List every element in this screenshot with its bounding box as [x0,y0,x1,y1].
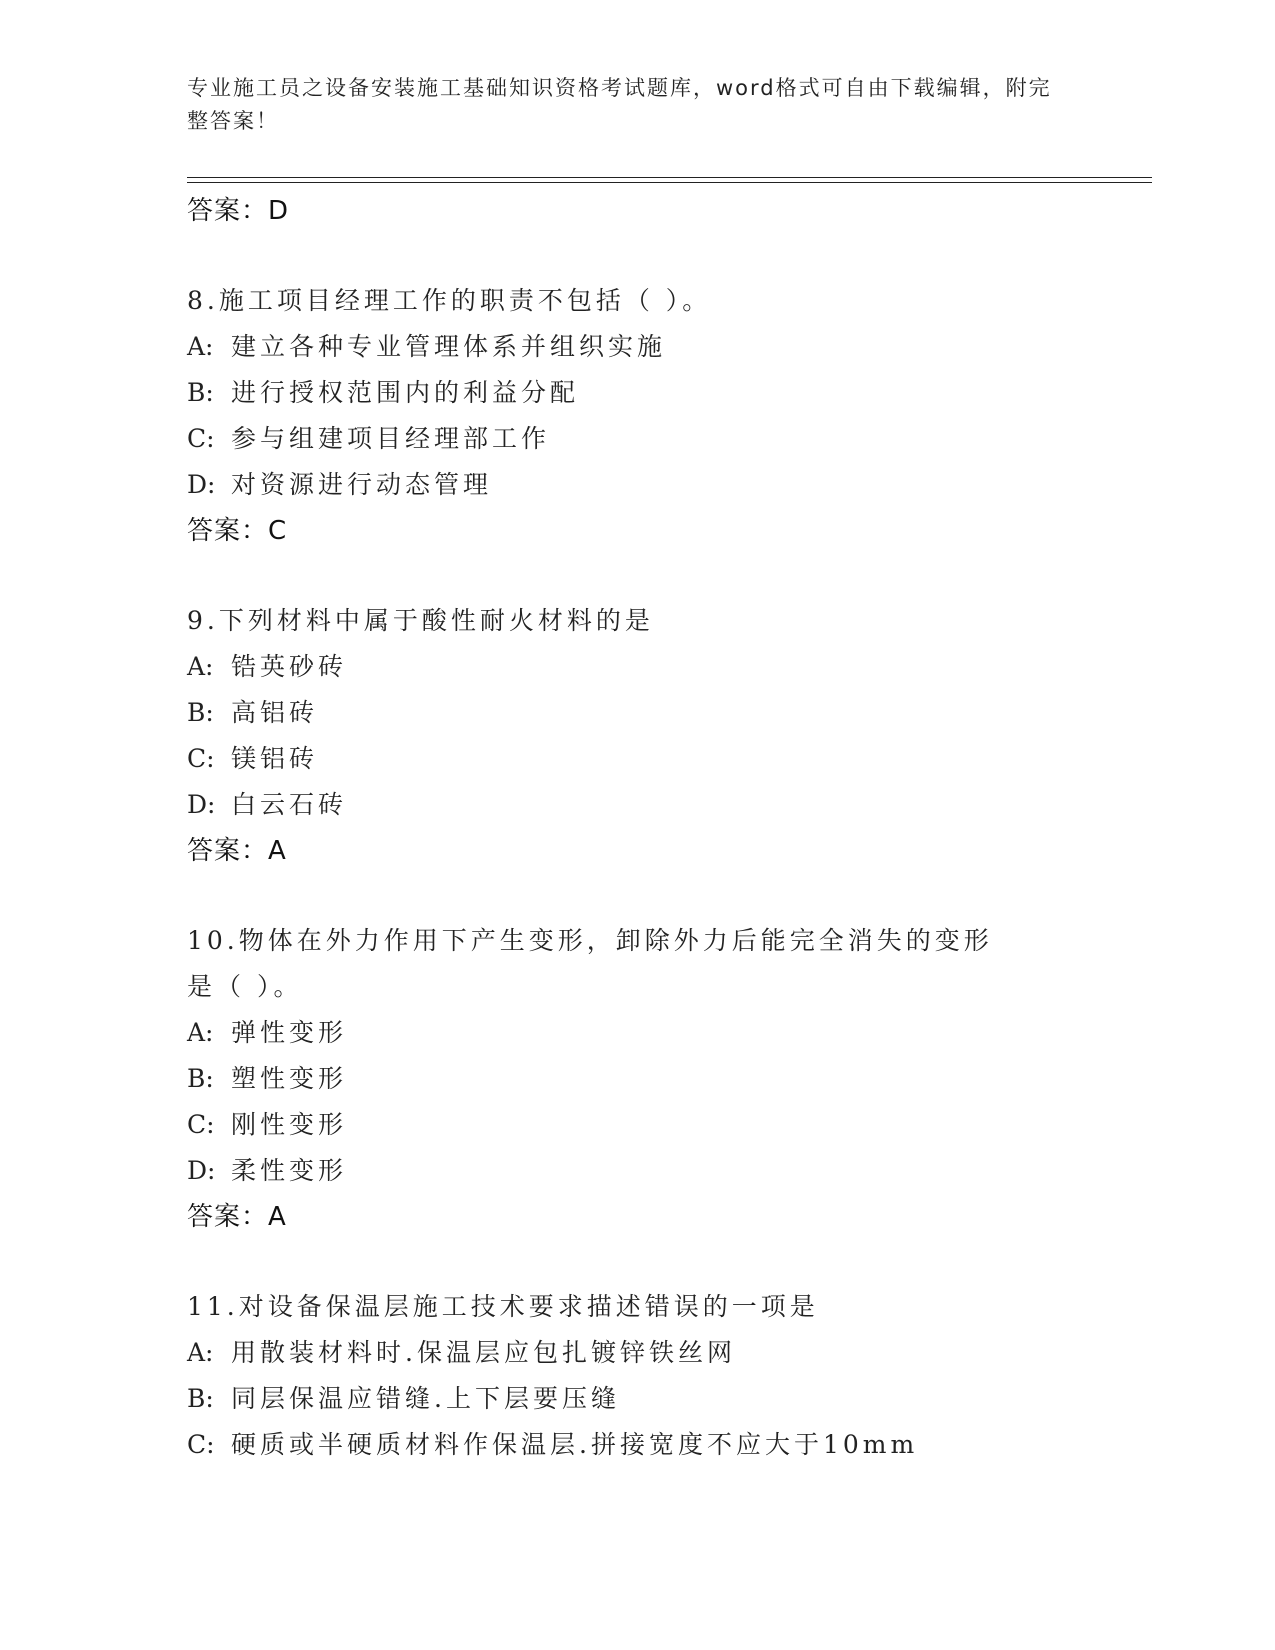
option-b [187,690,1152,736]
option-d [187,1148,1152,1194]
answer-label: 答案： [187,836,269,866]
option-text: 建立各种专业管理体系并组织实施 [231,332,667,361]
question-text: 9.下列材料中属于酸性耐火材料的是 [187,606,654,635]
option-c [187,1102,1152,1148]
option-text: 锆英砂砖 [231,652,348,681]
header-divider-bottom [187,182,1152,183]
option-text: 柔性变形 [231,1156,348,1185]
option-text: 弹性变形 [231,1018,348,1047]
option-c [187,416,1152,462]
option-key: D: [187,790,216,819]
question-text: 8.施工项目经理工作的职责不包括（ ）。 [187,286,712,315]
spacer [187,1240,1152,1284]
option-text: 镁铝砖 [231,744,319,773]
option-a [187,644,1152,690]
option-d [187,462,1152,508]
option-d [187,782,1152,828]
question-text: 11.对设备保温层施工技术要求描述错误的一项是 [187,1292,819,1321]
answer-value: D [268,196,289,226]
option-text: 用散装材料时.保温层应包扎镀锌铁丝网 [231,1338,736,1367]
option-b [187,1056,1152,1102]
option-b [187,1376,1152,1422]
option-key: D: [187,470,216,499]
answer-line [187,828,1152,874]
option-c [187,1422,1152,1468]
option-b [187,370,1152,416]
option-text: 刚性变形 [231,1110,348,1139]
option-text: 高铝砖 [231,698,319,727]
answer-value: C [268,516,287,546]
answer-value: A [268,1202,286,1232]
option-key: C: [187,424,215,453]
answer-line [187,508,1152,554]
spacer [187,234,1152,278]
option-text: 同层保温应错缝.上下层要压缝 [231,1384,620,1413]
option-text: 进行授权范围内的利益分配 [231,378,580,407]
option-key: D: [187,1156,216,1185]
spacer [187,554,1152,598]
answer-label: 答案： [187,196,269,226]
option-text: 对资源进行动态管理 [231,470,493,499]
answer-label: 答案： [187,1202,269,1232]
option-key: B: [187,1064,214,1093]
option-key: A: [187,652,214,681]
option-key: A: [187,332,214,361]
option-key: A: [187,1338,214,1367]
option-key: B: [187,378,214,407]
option-text: 白云石砖 [231,790,348,819]
option-key: C: [187,744,215,773]
answer-line [187,188,1152,234]
spacer [187,874,1152,918]
option-a [187,1330,1152,1376]
option-c [187,736,1152,782]
option-a [187,324,1152,370]
answer-label: 答案： [187,516,269,546]
option-text: 塑性变形 [231,1064,348,1093]
option-key: C: [187,1430,215,1459]
option-key: B: [187,1384,214,1413]
option-key: B: [187,698,214,727]
document-header: 专业施工员之设备安装施工基础知识资格考试题库，word格式可自由下载编辑，附完整答案！ [187,76,1052,133]
option-text: 参与组建项目经理部工作 [231,424,551,453]
option-key: A: [187,1018,214,1047]
document-body [187,188,1152,1468]
answer-line [187,1194,1152,1240]
header-divider-top [187,177,1152,178]
option-key: C: [187,1110,215,1139]
option-a [187,1010,1152,1056]
answer-value: A [268,836,286,866]
option-text: 硬质或半硬质材料作保温层.拼接宽度不应大于10mm [231,1430,919,1459]
question-text: 10.物体在外力作用下产生变形，卸除外力后能完全消失的变形是（ ）。 [187,926,993,1001]
